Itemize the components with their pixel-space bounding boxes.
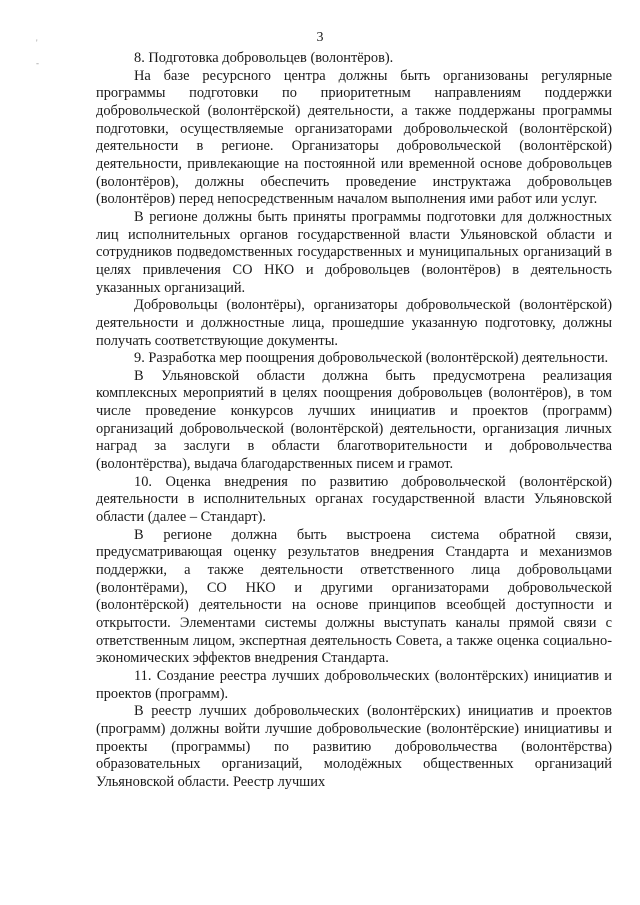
document-body [96, 50, 612, 792]
section-8-paragraph-3: Добровольцы (волонтёры), организаторы добровольческой (волонтёрской) деятельности и должностные лица, прошедшие указанную подготовку, должны получать соответствующие документы. [96, 297, 612, 349]
section-11-heading: 11. Создание реестра лучших добровольческих (волонтёрских) инициатив и проектов (программ). [96, 667, 612, 702]
section-9-heading: 9. Разработка мер поощрения добровольческой (волонтёрской) деятельности. [134, 350, 609, 367]
section-8-heading: 8. Подготовка добровольцев (волонтёров). [134, 50, 394, 66]
section-10-heading: 10. Оценка внедрения по развитию добровольческой (волонтёрской) деятельности в исполнительных органах государственной власти Ульяновской области (далее – Стандарт). [96, 473, 612, 526]
margin-scan-mark: - [36, 58, 39, 68]
section-11-paragraph-1: В реестр лучших добровольческих (волонтёрских) инициатив и проектов (программ) должны войти лучшие добровольческие (волонтёрские) инициативы и проекты (программы) по развитию добровольчества (волонтёрства) образовательных организаций, молодёжных общественных организаций Ульяновской области. Реестр лучших [96, 703, 612, 790]
margin-scan-mark: ' [36, 38, 38, 48]
section-8-paragraph-1: На базе ресурсного центра должны быть организованы регулярные программы подготовки по приоритетным направлениям поддержки добровольческой (волонтёрской) деятельности, а также поддержаны программы подготовки, осуществляемые организаторами добровольческой (волонтёрской) деятельности в регионе. Организаторы добровольческой (волонтёрской) деятельности, привлекающие на постоянной или временной основе добровольцев (волонтёров), должны обеспечить проведение инструктажа добровольцев (волонтёров) перед непосредственным началом выполнения ими работ или услуг. [96, 67, 612, 208]
section-10-paragraph-1: В регионе должна быть выстроена система обратной связи, предусматривающая оценку результатов внедрения Стандарта и механизмов поддержки, а также деятельности ответственного лица добровольцами (волонтёрами), СО НКО и другими организаторами добровольческой (волонтёрской) деятельности на основе принципов всеобщей доступности и открытости. Элементами системы должны выступать каналы прямой связи с ответственным лицом, экспертная деятельность Совета, а также оценка социально-экономических эффектов внедрения Стандарта. [96, 526, 612, 667]
section-8-paragraph-2: В регионе должны быть приняты программы подготовки для должностных лиц исполнительных органов государственной власти Ульяновской области и сотрудников подведомственных государственных и муниципальных организаций в целях привлечения СО НКО и добровольцев (волонтёров) в деятельность указанных организаций. [96, 208, 612, 296]
page-number: 3 [316, 30, 324, 45]
section-9-paragraph-1: В Ульяновской области должна быть предусмотрена реализация комплексных мероприятий в целях поощрения добровольцев (волонтёров), в том числе проведение конкурсов лучших инициатив и проектов (программ) организаций добровольческой (волонтёрской) деятельности, организация личных наград за заслуги в области благотворительности и добровольчества (волонтёрства), выдача благодарственных писем и грамот. [96, 367, 612, 473]
